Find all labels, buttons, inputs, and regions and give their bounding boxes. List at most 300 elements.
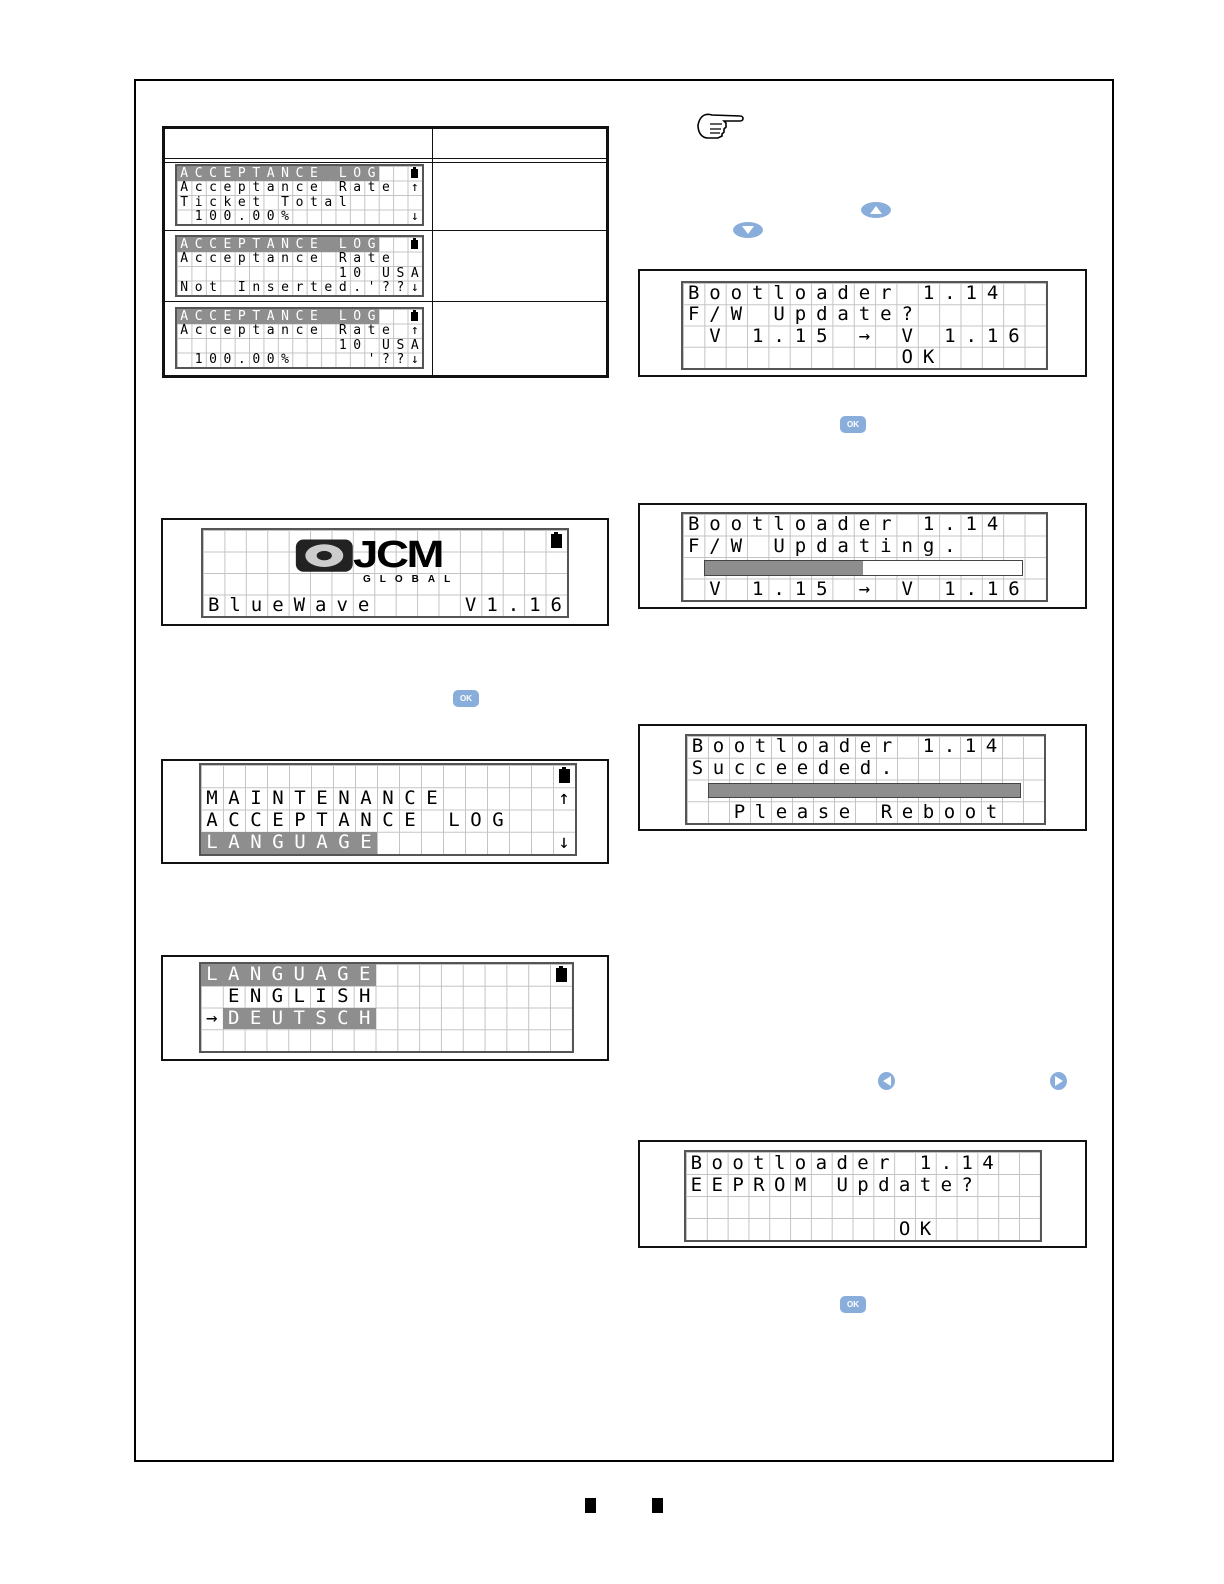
- lcd-cell: [419, 1008, 441, 1030]
- lcd-cell: e: [309, 251, 318, 267]
- lcd-cell: [307, 338, 321, 353]
- lcd-cell: c: [209, 251, 217, 267]
- lcd-cell: [485, 986, 507, 1008]
- lcd-cell: O: [350, 309, 364, 324]
- lcd-cell: [201, 986, 223, 1008]
- lcd-cell: C: [404, 786, 416, 809]
- left-key-icon: [878, 1072, 895, 1090]
- lcd-cell: A: [311, 832, 333, 854]
- lcd-cell: [704, 347, 725, 368]
- lcd-cell: R: [338, 251, 347, 267]
- lcd-cell: E: [220, 237, 234, 252]
- lcd-cell: L: [336, 237, 350, 252]
- lcd-cell: [206, 338, 220, 353]
- lcd-cell: 1: [944, 324, 956, 347]
- lcd-cell: [379, 195, 393, 210]
- lcd-cell: t: [252, 323, 261, 339]
- lcd-cell: P: [235, 166, 249, 181]
- lcd-cell: K: [922, 345, 935, 368]
- lcd-cell: E: [307, 309, 321, 324]
- lcd-cell: A: [263, 237, 277, 252]
- lcd-cell: E: [711, 1173, 723, 1196]
- lcd-cell: t: [754, 735, 767, 758]
- lcd-cell: R: [753, 1173, 765, 1196]
- lcd-cell: T: [249, 309, 263, 324]
- lcd-cell: 0: [223, 209, 232, 225]
- lcd-cell: e: [382, 251, 390, 267]
- lcd-cell: t: [858, 303, 871, 326]
- lcd-cell: R: [880, 800, 893, 823]
- lcd-cell: B: [690, 1151, 703, 1174]
- lcd-cell: t: [985, 800, 998, 823]
- lcd-cell: r: [295, 280, 304, 296]
- lcd-acceptance-log-rate: [175, 164, 424, 226]
- lcd-cell: o: [794, 513, 807, 536]
- ok-key-icon: OK: [453, 690, 479, 707]
- lcd-cell: t: [309, 280, 318, 296]
- lcd-cell: d: [837, 513, 849, 536]
- lcd-cell: a: [816, 282, 828, 305]
- lcd-cell: T: [316, 809, 328, 832]
- lcd-cell: ↓: [410, 209, 419, 225]
- lcd-cell: d: [859, 757, 872, 780]
- lcd-cell: [1025, 283, 1046, 304]
- lcd-cell: [419, 986, 441, 1008]
- lcd-cell: c: [194, 323, 203, 339]
- lcd-cell: C: [382, 809, 394, 832]
- lcd-cell: [728, 1218, 749, 1240]
- ok-key-icon: OK: [840, 416, 866, 433]
- lcd-cell: p: [237, 323, 246, 339]
- lcd-cell: 1: [965, 513, 977, 536]
- lcd-cell: P: [294, 809, 306, 832]
- lcd-cell: [354, 1029, 376, 1051]
- lcd-cell: [441, 1029, 463, 1051]
- lcd-cell: [1025, 536, 1046, 558]
- lcd-cell: [998, 1196, 1019, 1218]
- lcd-cell: H: [354, 1008, 376, 1030]
- lcd-cell: o: [194, 280, 203, 296]
- lcd-cell: [1002, 801, 1023, 823]
- lcd-cell: ↓: [410, 352, 419, 368]
- lcd-cell: p: [794, 534, 807, 557]
- lcd-cell: [687, 780, 708, 802]
- lcd-cell: N: [245, 964, 267, 986]
- lcd-cell: [350, 195, 364, 210]
- lcd-cell: [421, 810, 443, 832]
- lcd-cell: 1: [752, 577, 764, 600]
- lcd-cell: 4: [986, 513, 999, 536]
- lcd-cell: E: [307, 166, 321, 181]
- lcd-cell: E: [272, 809, 284, 832]
- lcd-cell: [509, 832, 531, 854]
- lcd-cell: 1: [961, 1151, 973, 1174]
- lcd-cell: [321, 324, 335, 339]
- lcd-cell: [1003, 347, 1024, 368]
- lcd-cell: 1: [964, 735, 977, 758]
- lcd-cell: 4: [985, 735, 998, 758]
- lcd-cell: u: [250, 593, 263, 616]
- lcd-cell: [206, 266, 220, 281]
- lcd-cell: P: [732, 1173, 744, 1196]
- lcd-cell: [957, 1196, 978, 1218]
- lcd-cell: [393, 309, 407, 324]
- lcd-cell: t: [252, 194, 261, 210]
- lcd-cell: [998, 1152, 1019, 1174]
- lcd-cell: L: [293, 985, 305, 1008]
- lcd-cell: 1: [794, 324, 807, 347]
- lcd-cell: 0: [252, 209, 261, 225]
- lcd-cell: [408, 252, 422, 267]
- lcd-cell: U: [382, 265, 390, 281]
- lcd-cell: e: [324, 280, 333, 296]
- lcd-cell: [321, 266, 335, 281]
- lcd-cell: 0: [209, 209, 217, 225]
- lcd-cell: [894, 1196, 915, 1218]
- lcd-cell: p: [794, 303, 807, 326]
- lcd-cell: e: [223, 323, 232, 339]
- lcd-cell: e: [223, 251, 232, 267]
- lcd-cell: o: [711, 1151, 723, 1174]
- lcd-cell: ↑: [410, 180, 419, 196]
- lcd-cell: I: [250, 786, 262, 809]
- lcd-cell: e: [940, 1173, 953, 1196]
- lcd-cell: A: [223, 964, 245, 986]
- lcd-cell: [376, 964, 398, 986]
- lcd-cell: c: [295, 251, 304, 267]
- lcd-cell: 0: [353, 337, 362, 353]
- lcd-cell: C: [228, 809, 240, 832]
- lcd-cell: t: [309, 194, 318, 210]
- lcd-cell: A: [310, 964, 332, 986]
- lcd-cell: [811, 1196, 832, 1218]
- lcd-cell: T: [249, 166, 263, 181]
- lcd-cell: n: [901, 534, 913, 557]
- lcd-cell: V: [901, 577, 913, 600]
- lcd-cell: e: [281, 280, 289, 296]
- lcd-cell: 5: [816, 324, 828, 347]
- lcd-cell: C: [206, 166, 220, 181]
- lcd-cell: [1003, 514, 1024, 536]
- lcd-cell: B: [687, 513, 700, 536]
- lcd-cell: .: [880, 757, 893, 780]
- lcd-cell: [397, 1008, 419, 1030]
- lcd-cell: [957, 1218, 978, 1240]
- lcd-cell: [321, 181, 335, 196]
- up-key-icon: [861, 202, 891, 218]
- lcd-cell: .: [773, 577, 785, 600]
- lcd-cell: %: [281, 352, 289, 368]
- lcd-cell: a: [315, 593, 327, 616]
- lcd-cell: [419, 964, 441, 986]
- lcd-cell: [201, 1029, 223, 1051]
- lcd-cell: [292, 353, 306, 368]
- lcd-cell: W: [730, 303, 743, 326]
- lcd-cell: [981, 758, 1002, 780]
- lcd-cell: [939, 758, 960, 780]
- lcd-cell: [201, 765, 223, 787]
- lcd-cell: p: [857, 1173, 869, 1196]
- lcd-cell: [278, 338, 292, 353]
- lcd-cell: o: [796, 735, 809, 758]
- lcd-cell: [321, 210, 335, 225]
- lcd-cell: .: [944, 282, 956, 305]
- lcd-cell: A: [263, 309, 277, 324]
- lcd-cell: [408, 195, 422, 210]
- lcd-cell: [443, 765, 465, 787]
- lcd-cell: B: [207, 593, 220, 616]
- lcd-cell: [1023, 780, 1044, 802]
- lcd-cell: [918, 579, 939, 601]
- lcd-cell: [811, 347, 832, 368]
- lcd-cell: [374, 595, 395, 617]
- progress-fill: [709, 784, 1020, 798]
- lcd-cell: U: [266, 1008, 288, 1030]
- lcd-fw-updating: [681, 512, 1048, 602]
- lcd-cell: [998, 1218, 1019, 1240]
- lcd-cell: [376, 1008, 398, 1030]
- lcd-cell: C: [292, 309, 306, 324]
- lcd-cell: ↑: [558, 786, 570, 809]
- lcd-cell: F: [687, 303, 700, 326]
- lcd-cell: [321, 166, 335, 181]
- lcd-cell: [465, 765, 487, 787]
- lcd-cell: o: [732, 1151, 744, 1174]
- battery-icon: [411, 169, 418, 178]
- lcd-cell: s: [266, 280, 275, 296]
- lcd-cell: a: [353, 323, 362, 339]
- lcd-cell: [507, 986, 529, 1008]
- lcd-cell: [177, 266, 191, 281]
- lcd-cell: E: [316, 786, 328, 809]
- lcd-cell: [393, 237, 407, 252]
- lcd-cell: [249, 338, 263, 353]
- lcd-cell: [553, 810, 575, 832]
- lcd-cell: [191, 338, 205, 353]
- lcd-cell: d: [338, 280, 347, 296]
- lcd-cell: [463, 964, 485, 986]
- lcd-cell: 1: [338, 265, 347, 281]
- lcd-cell: [350, 353, 364, 368]
- lcd-cell: E: [354, 964, 376, 986]
- lcd-cell: e: [775, 757, 788, 780]
- lcd-cell: A: [223, 832, 245, 854]
- lcd-cell: [263, 338, 277, 353]
- lcd-cell: [487, 765, 509, 787]
- lcd-cell: 0: [266, 209, 275, 225]
- lcd-cell: [1025, 304, 1046, 325]
- lcd-cell: E: [228, 985, 240, 1008]
- lcd-cell: C: [206, 237, 220, 252]
- lcd-cell: [377, 832, 399, 854]
- lcd-cell: [485, 1029, 507, 1051]
- table-header: [165, 129, 606, 159]
- lcd-cell: o: [794, 1151, 807, 1174]
- lcd-cell: E: [690, 1173, 703, 1196]
- lcd-cell: C: [191, 309, 205, 324]
- lcd-cell: e: [309, 180, 318, 196]
- lcd-boot-logo: [201, 528, 569, 618]
- lcd-cell: V: [709, 324, 721, 347]
- lcd-cell: [332, 1029, 354, 1051]
- lcd-cell: [1025, 557, 1046, 579]
- lcd-cell: 4: [982, 1151, 994, 1174]
- lcd-cell: C: [292, 166, 306, 181]
- lcd-cell: [550, 1029, 572, 1051]
- lcd-cell: V: [709, 577, 721, 600]
- lcd-cell: r: [878, 1151, 890, 1174]
- lcd-cell: [509, 810, 531, 832]
- lcd-cell: [1019, 1152, 1040, 1174]
- lcd-cell: [507, 1008, 529, 1030]
- lcd-cell: [875, 347, 896, 368]
- lcd-main-menu: [199, 763, 577, 856]
- lcd-cell: o: [730, 282, 743, 305]
- lcd-cell: [853, 1196, 874, 1218]
- lcd-cell: a: [353, 251, 362, 267]
- lcd-cell: .: [507, 593, 520, 616]
- lcd-cell: [307, 266, 321, 281]
- lcd-cell: r: [880, 282, 892, 305]
- lcd-cell: [769, 1196, 790, 1218]
- lcd-cell: [936, 1196, 957, 1218]
- lcd-cell: n: [281, 251, 289, 267]
- lcd-cell: [292, 210, 306, 225]
- lcd-cell: 1: [752, 324, 764, 347]
- lcd-cell: [748, 1218, 769, 1240]
- lcd-cell: [528, 1008, 550, 1030]
- lcd-cell: [364, 266, 378, 281]
- lcd-cell: [873, 1218, 894, 1240]
- lcd-cell: o: [943, 800, 956, 823]
- lcd-cell: [707, 1196, 728, 1218]
- lcd-cell: G: [364, 166, 378, 181]
- lcd-cell: [364, 210, 378, 225]
- lcd-cell: 1: [919, 1151, 932, 1174]
- lcd-cell: U: [773, 303, 785, 326]
- lcd-cell: d: [817, 757, 830, 780]
- lcd-cell: 1: [529, 593, 541, 616]
- lcd-cell: [509, 787, 531, 809]
- lcd-cell: S: [396, 265, 405, 281]
- lcd-cell: ?: [961, 1173, 973, 1196]
- lcd-cell: o: [964, 800, 977, 823]
- lcd-cell: E: [307, 237, 321, 252]
- lcd-cell: [832, 1196, 853, 1218]
- lcd-cell: [683, 579, 704, 601]
- lcd-cell: t: [209, 280, 217, 296]
- lcd-cell: p: [237, 180, 246, 196]
- lcd-cell: ': [367, 352, 376, 368]
- lcd-cell: [177, 210, 191, 225]
- lcd-cell: →: [206, 1006, 218, 1029]
- lcd-cell: ?: [396, 280, 405, 296]
- lcd-cell: a: [353, 180, 362, 196]
- lcd-cell: [897, 283, 918, 304]
- lcd-cell: [531, 765, 553, 787]
- lcd-cell: [918, 326, 939, 347]
- lcd-cell: T: [294, 786, 306, 809]
- lcd-cell: [393, 181, 407, 196]
- lcd-cell: ?: [396, 352, 405, 368]
- lcd-cell: t: [367, 251, 376, 267]
- lcd-cell: o: [794, 282, 807, 305]
- lcd-cell: [550, 986, 572, 1008]
- lcd-cell: [288, 1029, 310, 1051]
- lcd-cell: 1: [194, 209, 203, 225]
- lcd-cell: [220, 266, 234, 281]
- lcd-cell: c: [754, 757, 767, 780]
- battery-icon: [551, 534, 562, 548]
- lcd-cell: [875, 579, 896, 601]
- lcd-cell: A: [263, 166, 277, 181]
- lcd-cell: [894, 1152, 915, 1174]
- lcd-cell: E: [355, 832, 377, 854]
- lcd-cell: [377, 765, 399, 787]
- lcd-cell: W: [730, 534, 743, 557]
- lcd-cell: P: [235, 237, 249, 252]
- lcd-cell: [528, 964, 550, 986]
- lcd-cell: [978, 1174, 999, 1196]
- lcd-cell: [393, 210, 407, 225]
- lcd-cell: I: [315, 985, 327, 1008]
- lcd-cell: 6: [1008, 324, 1020, 347]
- lcd-cell: [421, 832, 443, 854]
- lcd-cell: a: [266, 323, 275, 339]
- lcd-cell: N: [180, 280, 189, 296]
- lcd-cell: G: [271, 985, 284, 1008]
- lcd-cell: 1: [486, 593, 498, 616]
- lcd-cell: N: [278, 309, 292, 324]
- lcd-cell: t: [367, 180, 376, 196]
- lcd-cell: ?: [901, 303, 913, 326]
- lcd-cell: [235, 338, 249, 353]
- lcd-cell: [333, 765, 355, 787]
- lcd-cell: P: [733, 800, 746, 823]
- lcd-cell: [376, 986, 398, 1008]
- lcd-cell: [245, 1029, 267, 1051]
- lcd-cell: ?: [382, 280, 390, 296]
- lcd-cell: .: [944, 513, 956, 536]
- lcd-cell: [982, 536, 1003, 558]
- lcd-cell: [1019, 1218, 1040, 1240]
- lcd-cell: [961, 304, 982, 325]
- lcd-cell: A: [177, 309, 191, 324]
- lcd-cell: l: [773, 1151, 786, 1174]
- lcd-cell: n: [281, 180, 289, 196]
- lcd-cell: [417, 595, 438, 617]
- lcd-cell: e: [859, 735, 872, 758]
- lcd-cell: n: [252, 280, 261, 296]
- lcd-cell: [441, 964, 463, 986]
- lcd-cell: [939, 347, 960, 368]
- lcd-cell: r: [880, 513, 892, 536]
- lcd-cell: v: [336, 593, 348, 616]
- lcd-cell: c: [209, 180, 217, 196]
- lcd-cell: [393, 252, 407, 267]
- lcd-cell: A: [360, 786, 372, 809]
- lcd-cell: K: [919, 1217, 932, 1240]
- lcd-cell: [1003, 304, 1024, 325]
- lcd-cell: [936, 1218, 957, 1240]
- lcd-cell: d: [878, 1173, 890, 1196]
- lcd-cell: [982, 304, 1003, 325]
- lcd-cell: H: [358, 985, 371, 1008]
- lcd-cell: [350, 210, 364, 225]
- lcd-cell: [376, 1029, 398, 1051]
- lcd-cell: [855, 801, 876, 823]
- lcd-cell: [811, 1174, 832, 1196]
